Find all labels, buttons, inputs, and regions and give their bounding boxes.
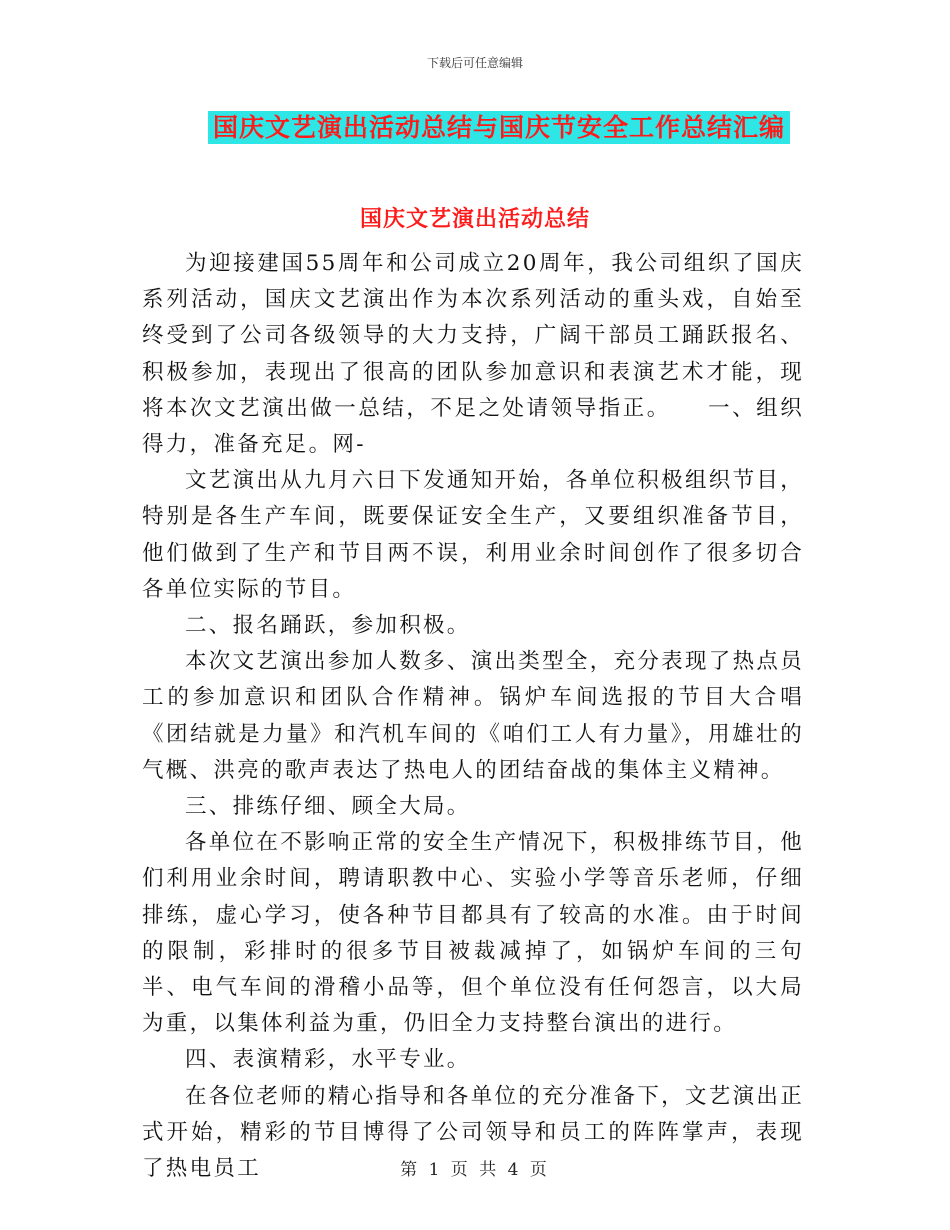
- paragraph: 文艺演出从九月六日下发通知开始，各单位积极组织节目，特别是各生产车间，既要保证安全生产，又要组织准备节目，他们做到了生产和节目两不误，利用业余时间创作了很多切合各单位实际的节目。: [142, 468, 804, 602]
- document-title: 国庆文艺演出活动总结与国庆节安全工作总结汇编: [208, 111, 790, 144]
- document-title-highlight: [208, 111, 790, 144]
- paragraph: 二、报名踊跃，参加积极。: [185, 613, 471, 639]
- paragraph: 三、排练仔细、顾全大局。: [185, 794, 471, 820]
- paragraph: 各单位在不影响正常的安全生产情况下，积极排练节目，他们利用业余时间，聘请职教中心、实验小学等音乐老师，仔细排练，虚心学习，使各种节目都具有了较高的水准。由于时间的限制，彩排时的很多节目被裁减掉了，如锅炉车间的三句半、电气车间的滑稽小品等，但个单位没有任何怨言，以大局为重，以集体利益为重，仍旧全力支持整台演出的进行。: [142, 830, 804, 1037]
- paragraph: 四、表演精彩，水平专业。: [185, 1047, 471, 1073]
- page-number: 第 1 页 共 4 页: [400, 1160, 550, 1180]
- paragraph: 为迎接建国55周年和公司成立20周年，我公司组织了国庆系列活动，国庆文艺演出作为本次系列活动的重头戏，自始至终受到了公司各级领导的大力支持，广阔干部员工踊跃报名、积极参加，表现出了很高的团队参加意识和表演艺术才能，现将本次文艺演出做一总结，不足之处请领导指正。 一、组织得力，准备充足。网-: [142, 251, 804, 458]
- section-title: 国庆文艺演出活动总结: [359, 207, 590, 232]
- paragraph: 本次文艺演出参加人数多、演出类型全，充分表现了热点员工的参加意识和团队合作精神。锅炉车间选报的节目大合唱《团结就是力量》和汽机车间的《咱们工人有力量》，用雄壮的气概、洪亮的歌声表达了热电人的团结奋战的集体主义精神。: [142, 649, 804, 783]
- paragraph: 在各位老师的精心指导和各单位的充分准备下，文艺演出正式开始，精彩的节目博得了公司领导和员工的阵阵掌声，表现了热电员工: [142, 1083, 804, 1182]
- body-text: [142, 246, 804, 1187]
- header-note: 下载后可任意编辑: [426, 56, 523, 70]
